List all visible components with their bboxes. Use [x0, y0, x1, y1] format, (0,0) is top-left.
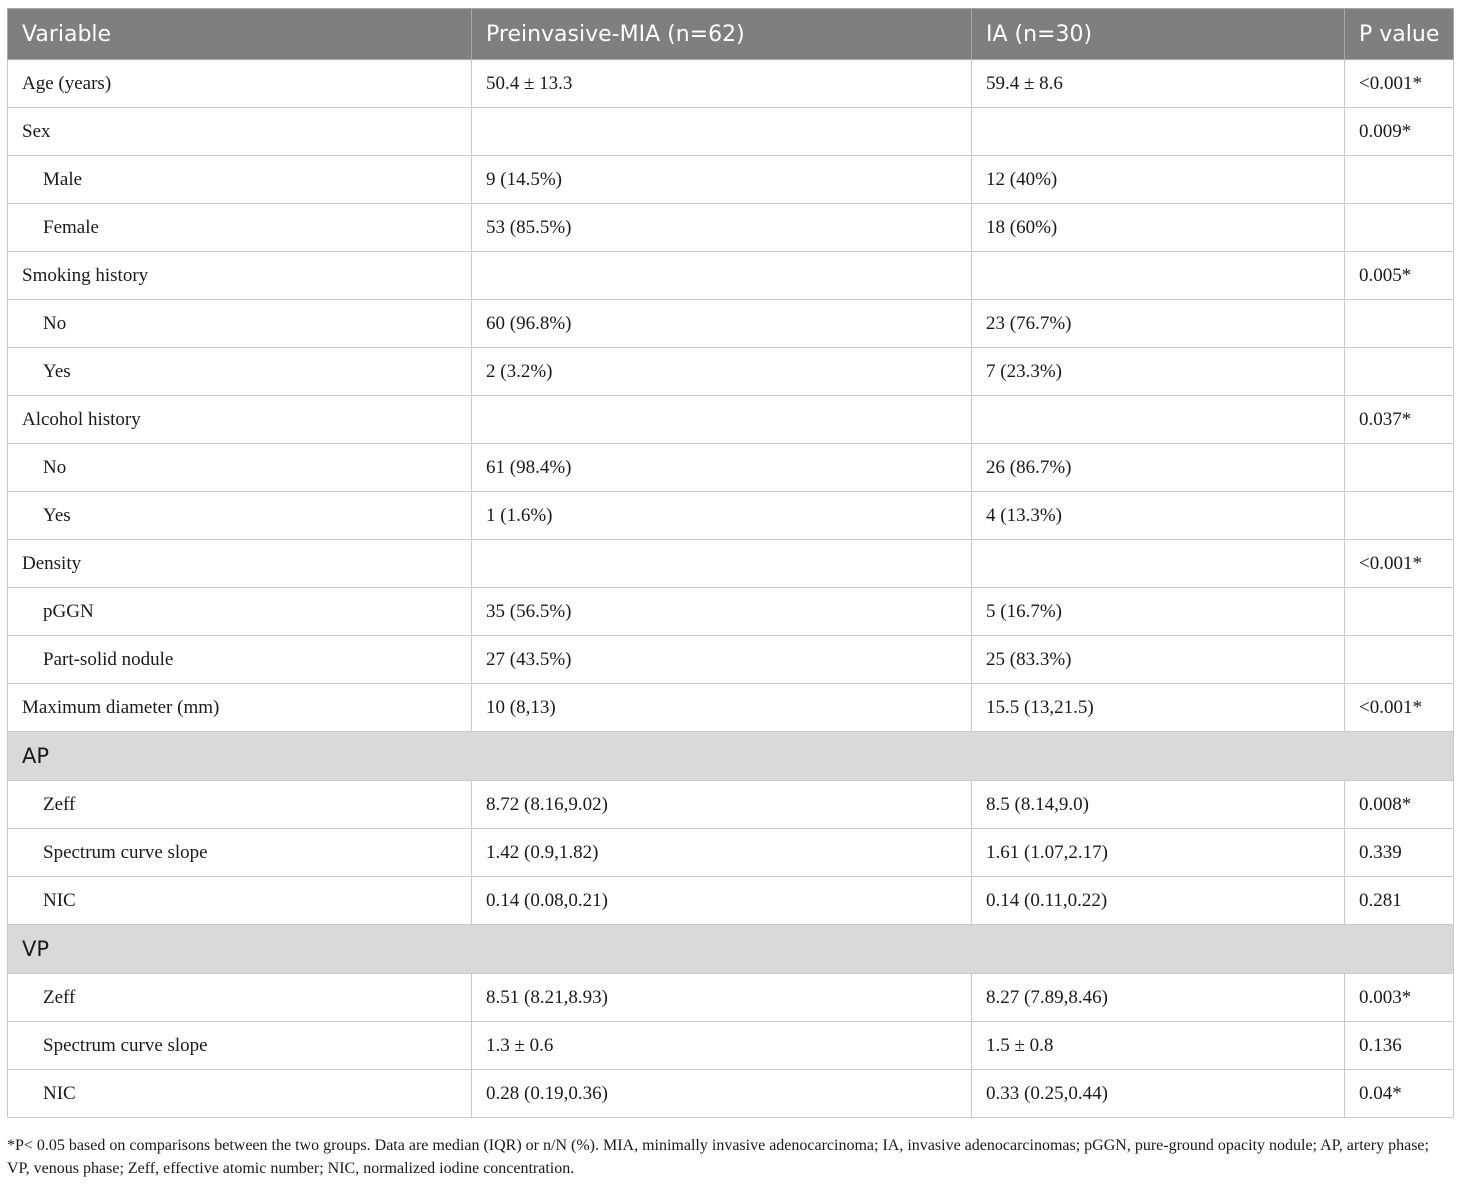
row-label: Smoking history: [8, 252, 472, 300]
section-row-ap: [8, 732, 1454, 781]
row-group2: 15.5 (13,21.5): [972, 684, 1345, 732]
row-group2: 25 (83.3%): [972, 636, 1345, 684]
table-row: [8, 444, 1454, 492]
row-group1: 53 (85.5%): [472, 204, 972, 252]
section-label: VP: [8, 925, 1454, 974]
row-pvalue: [1345, 156, 1454, 204]
table-row: [8, 684, 1454, 732]
table-row: [8, 60, 1454, 108]
row-group2: [972, 108, 1345, 156]
row-group2: 26 (86.7%): [972, 444, 1345, 492]
row-group2: 18 (60%): [972, 204, 1345, 252]
row-label: Spectrum curve slope: [8, 829, 472, 877]
row-pvalue: [1345, 588, 1454, 636]
row-group1: 1.42 (0.9,1.82): [472, 829, 972, 877]
row-pvalue: [1345, 300, 1454, 348]
row-group2: 0.14 (0.11,0.22): [972, 877, 1345, 925]
row-group2: 8.5 (8.14,9.0): [972, 781, 1345, 829]
table-footnote: *P< 0.05 based on comparisons between the two groups. Data are median (IQR) or n/N (%). MIA, minimally invasive adenocarcinoma; IA, invasive adenocarcinomas; pGGN, pure-ground opacity nodule; AP, artery phase; VP, venous phase; Zeff, effective atomic number; NIC, normalized iodine concentration.: [7, 1137, 1429, 1177]
row-pvalue: [1345, 636, 1454, 684]
row-label: Yes: [8, 348, 472, 396]
table-container: [7, 8, 1453, 1118]
row-label: No: [8, 444, 472, 492]
table-row: [8, 396, 1454, 444]
row-group1: 8.72 (8.16,9.02): [472, 781, 972, 829]
row-group1: [472, 252, 972, 300]
row-group1: 1.3 ± 0.6: [472, 1022, 972, 1070]
row-group2: 1.61 (1.07,2.17): [972, 829, 1345, 877]
table-row: [8, 204, 1454, 252]
table-row: [8, 348, 1454, 396]
row-group1: [472, 108, 972, 156]
row-group2: 12 (40%): [972, 156, 1345, 204]
table-row: [8, 492, 1454, 540]
row-pvalue: 0.339: [1345, 829, 1454, 877]
table-row: [8, 974, 1454, 1022]
row-group2: 4 (13.3%): [972, 492, 1345, 540]
row-pvalue: 0.009*: [1345, 108, 1454, 156]
table-row: [8, 829, 1454, 877]
row-pvalue: 0.281: [1345, 877, 1454, 925]
row-group1: [472, 396, 972, 444]
row-label: Male: [8, 156, 472, 204]
table-row: [8, 252, 1454, 300]
row-group2: 0.33 (0.25,0.44): [972, 1070, 1345, 1118]
row-label: Zeff: [8, 781, 472, 829]
row-pvalue: 0.04*: [1345, 1070, 1454, 1118]
table-row: [8, 108, 1454, 156]
header-group2: IA (n=30): [972, 9, 1345, 60]
row-group1: 8.51 (8.21,8.93): [472, 974, 972, 1022]
row-group1: 2 (3.2%): [472, 348, 972, 396]
row-group1: 35 (56.5%): [472, 588, 972, 636]
row-label: NIC: [8, 877, 472, 925]
row-group2: 59.4 ± 8.6: [972, 60, 1345, 108]
table-row: [8, 156, 1454, 204]
header-pvalue: P value: [1345, 9, 1454, 60]
row-group2: [972, 540, 1345, 588]
table-row: [8, 781, 1454, 829]
row-label: Female: [8, 204, 472, 252]
row-group1: 50.4 ± 13.3: [472, 60, 972, 108]
row-group1: 0.14 (0.08,0.21): [472, 877, 972, 925]
row-label: No: [8, 300, 472, 348]
row-label: pGGN: [8, 588, 472, 636]
row-label: Zeff: [8, 974, 472, 1022]
row-pvalue: [1345, 444, 1454, 492]
row-group2: [972, 396, 1345, 444]
row-label: Part-solid nodule: [8, 636, 472, 684]
row-pvalue: 0.136: [1345, 1022, 1454, 1070]
header-group1: Preinvasive-MIA (n=62): [472, 9, 972, 60]
row-group1: 61 (98.4%): [472, 444, 972, 492]
row-group1: 1 (1.6%): [472, 492, 972, 540]
row-pvalue: 0.037*: [1345, 396, 1454, 444]
row-group2: 7 (23.3%): [972, 348, 1345, 396]
row-group2: 8.27 (7.89,8.46): [972, 974, 1345, 1022]
section-label: AP: [8, 732, 1454, 781]
table-row: [8, 636, 1454, 684]
row-label: NIC: [8, 1070, 472, 1118]
table-row: [8, 588, 1454, 636]
table-row: [8, 1070, 1454, 1118]
row-label: Alcohol history: [8, 396, 472, 444]
row-pvalue: <0.001*: [1345, 60, 1454, 108]
row-group2: 23 (76.7%): [972, 300, 1345, 348]
row-group1: 0.28 (0.19,0.36): [472, 1070, 972, 1118]
row-group2: 1.5 ± 0.8: [972, 1022, 1345, 1070]
row-label: Density: [8, 540, 472, 588]
row-pvalue: [1345, 204, 1454, 252]
table-row: [8, 540, 1454, 588]
row-group1: [472, 540, 972, 588]
row-group1: 60 (96.8%): [472, 300, 972, 348]
row-label: Yes: [8, 492, 472, 540]
row-pvalue: 0.005*: [1345, 252, 1454, 300]
table-row: [8, 877, 1454, 925]
row-label: Sex: [8, 108, 472, 156]
row-group1: 9 (14.5%): [472, 156, 972, 204]
row-group2: 5 (16.7%): [972, 588, 1345, 636]
table-row: [8, 300, 1454, 348]
row-pvalue: 0.008*: [1345, 781, 1454, 829]
header-variable: Variable: [8, 9, 472, 60]
row-label: Maximum diameter (mm): [8, 684, 472, 732]
row-group1: 27 (43.5%): [472, 636, 972, 684]
header-row: [8, 9, 1454, 60]
row-pvalue: <0.001*: [1345, 684, 1454, 732]
row-pvalue: <0.001*: [1345, 540, 1454, 588]
data-table: [7, 8, 1454, 1118]
row-label: Age (years): [8, 60, 472, 108]
row-pvalue: [1345, 492, 1454, 540]
row-group1: 10 (8,13): [472, 684, 972, 732]
table-row: [8, 1022, 1454, 1070]
row-group2: [972, 252, 1345, 300]
row-label: Spectrum curve slope: [8, 1022, 472, 1070]
row-pvalue: 0.003*: [1345, 974, 1454, 1022]
row-pvalue: [1345, 348, 1454, 396]
section-row-vp: [8, 925, 1454, 974]
